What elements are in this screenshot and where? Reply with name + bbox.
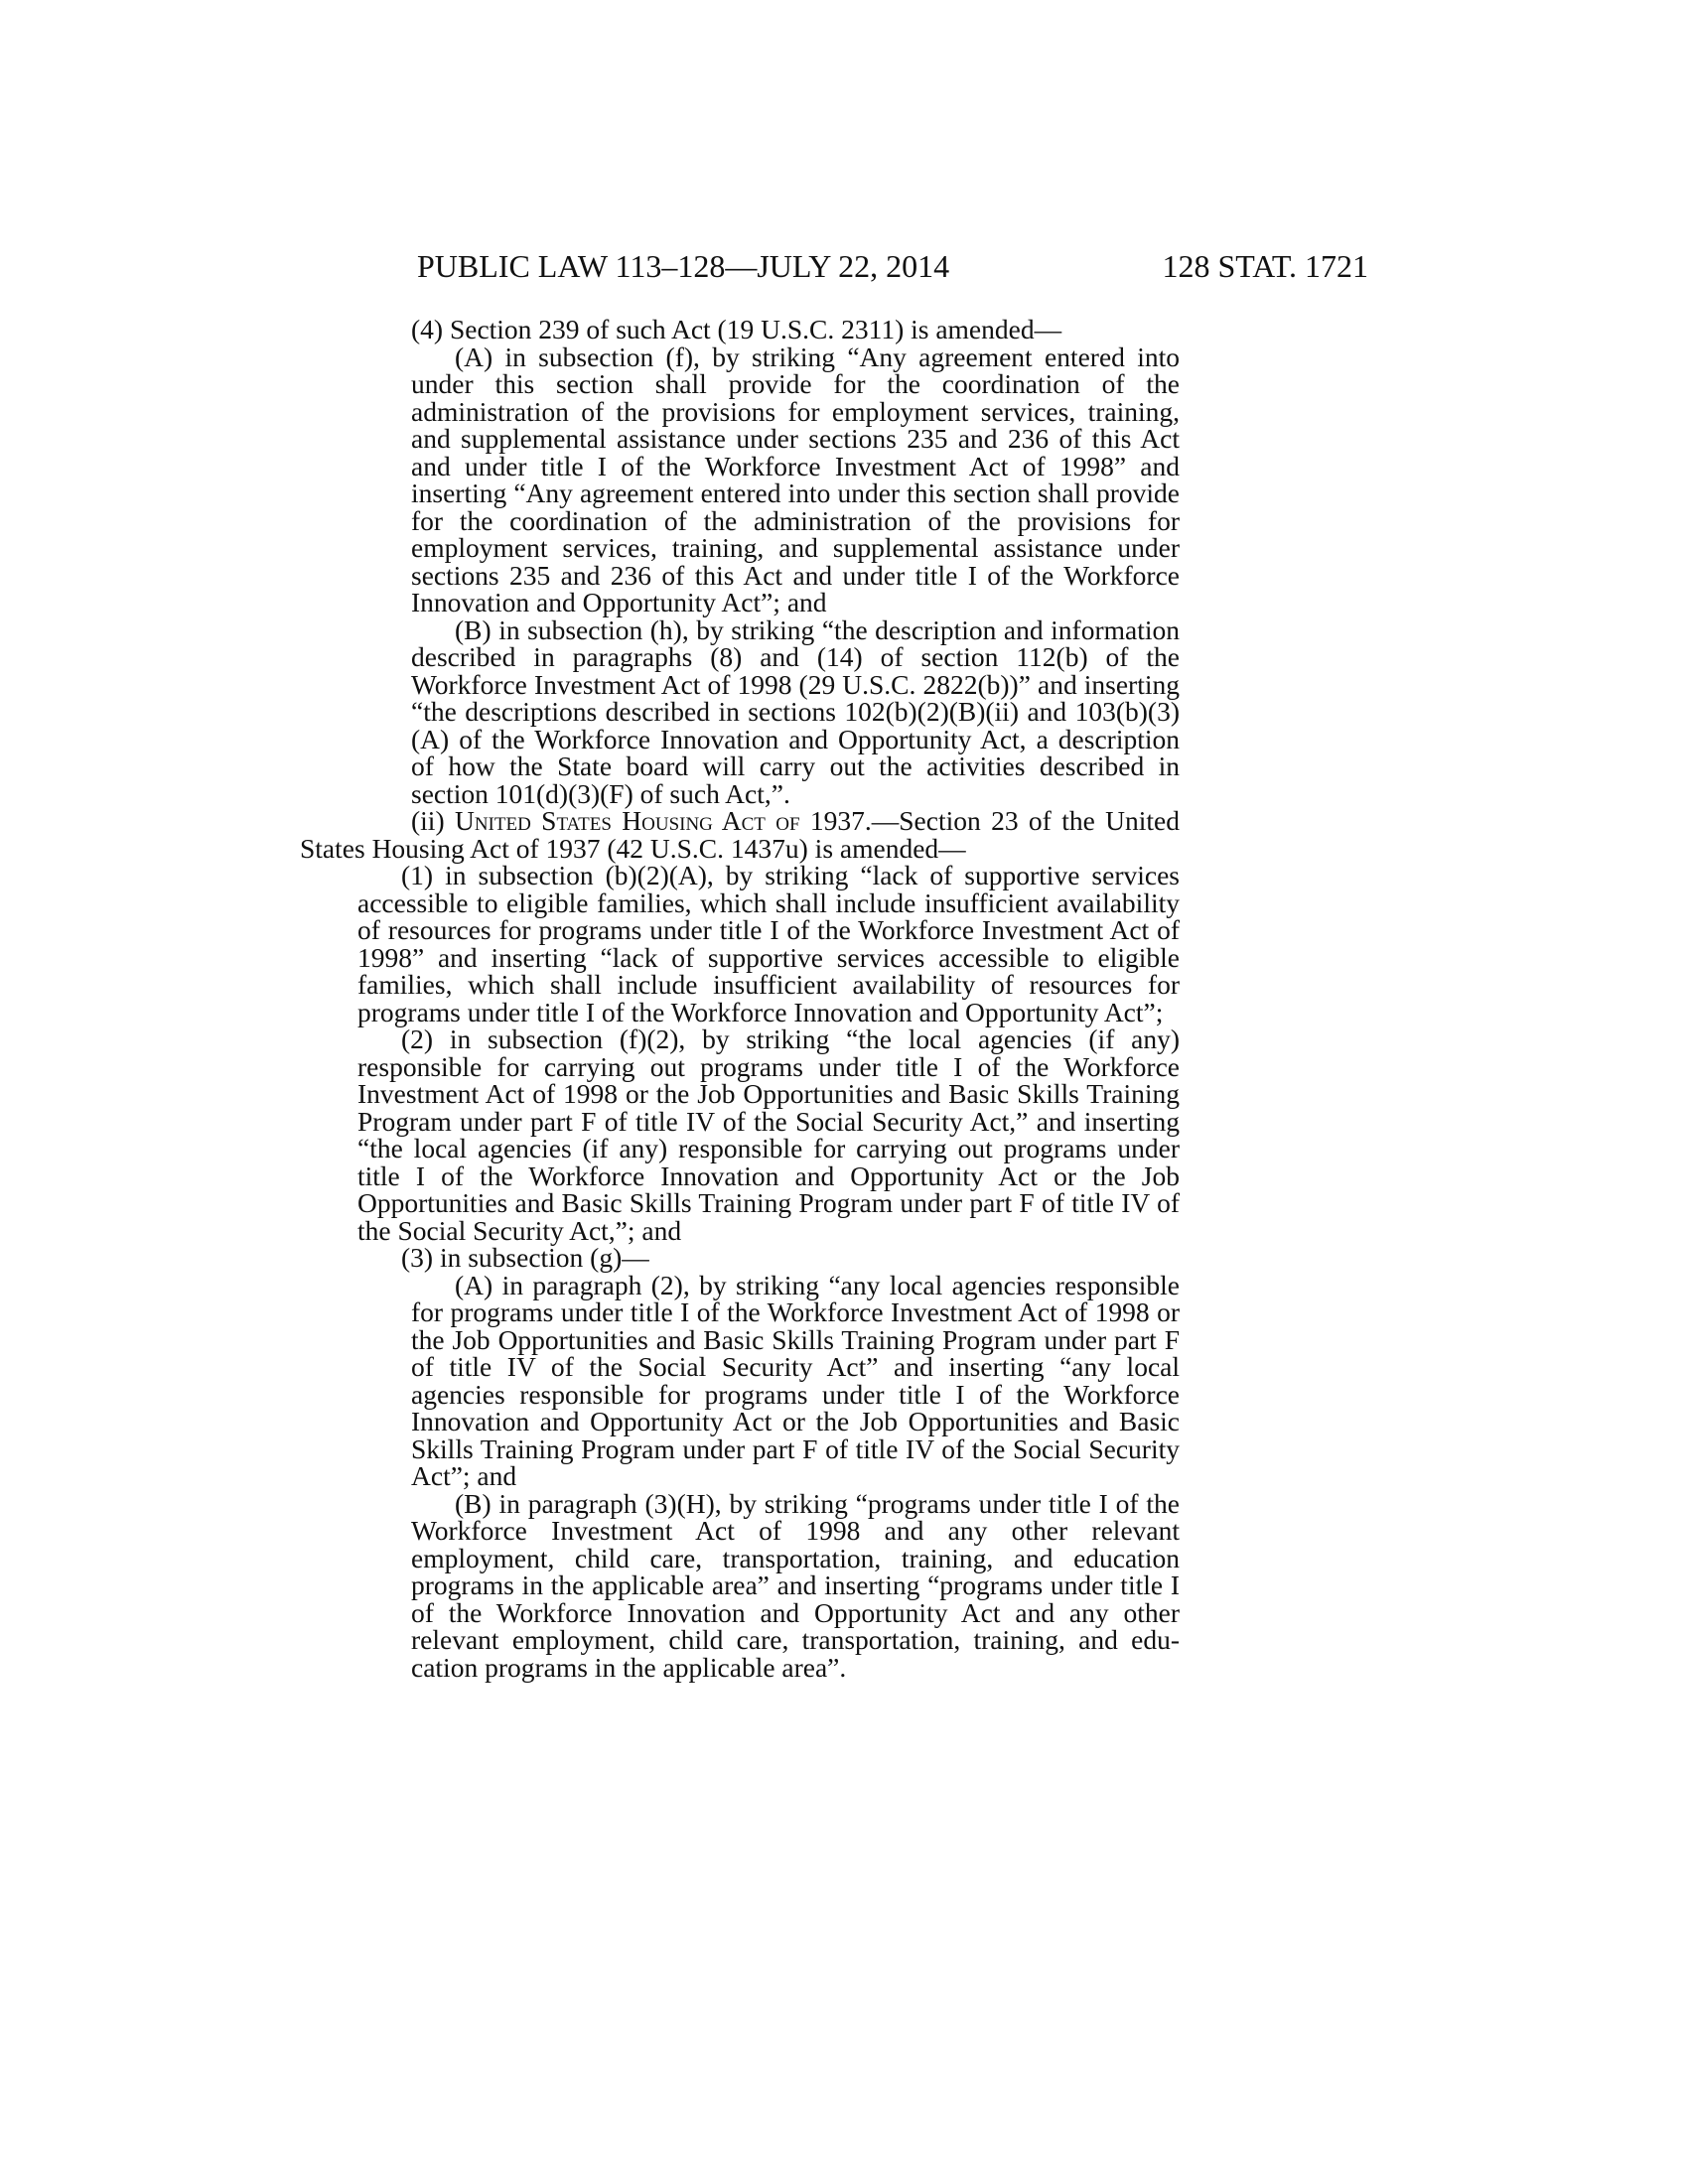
header-stat-citation: 128 STAT. 1721 <box>1162 248 1368 284</box>
paragraph-ii-2: (2) in subsection (f)(2), by striking “the local agencies (if any) responsible for carrying out programs under title I of the Workforce Investment Act of 1998 or the Job Opportunities and Basic Skills Training Program under part F of title IV of the Social Security Act,” and inserting “the local agencies (if any) responsible for carrying out programs under title I of the Workforce Innovation and Opportunity Act or the Job Opportunities and Basic Skills Training Program under part F of title IV of the Social Security Act,”; and <box>357 1024 1180 1246</box>
paragraph-4-A: (A) in subsection (f), by striking “Any agreement entered into under this section shall provide for the coordination of the administration of the provisions for employment services, training, and supplemental assistance under sections 235 and 236 of this Act and under title I of the Workforce Investment Act of 1998” and inserting “Any agreement entered into under this section shall provide for the coordination of the administration of the provisions for employment services, training, and supplemental assistance under sections 235 and 236 of this Act and under title I of the Workforce Innovation and Opportunity Act”; and <box>411 341 1180 617</box>
page-header <box>417 246 1368 286</box>
paragraph-ii-3: (3) in subsection (g)— <box>401 1242 649 1273</box>
paragraph-ii-3-B: (B) in paragraph (3)(H), by striking “programs under title I of the Workforce Investment Act of 1998 and any other relevant employment, child care, transportation, training, and education programs in the applicable area” and inserting “programs under title I of the Workforce Innovation and Opportunity Act and any other relevant employment, child care, transportation, training, and education programs in the applicable area”. <box>411 1487 1180 1683</box>
paragraph-ii-text: .—Section 23 of the United States Housing Act of 1937 (42 U.S.C. 1437u) is amended— <box>300 805 1180 864</box>
paragraph-ii-heading: United States Housing Act of 1937 <box>454 805 865 836</box>
paragraph-4-intro: (4) Section 239 of such Act (19 U.S.C. 2311) is amended— <box>411 314 1062 344</box>
paragraph-4-B: (B) in subsection (h), by striking “the description and information described in paragraphs (8) and (14) of section 112(b) of the Workforce Investment Act of 1998 (29 U.S.C. 2822(b))” and inserting “the descriptions described in sections 102(b)(2)(B)(ii) and 103(b)(3)(A) of the Workforce Innovation and Opportunity Act, a description of how the State board will carry out the activities described in section 101(d)(3)(F) of such Act,”. <box>411 614 1180 809</box>
header-title: PUBLIC LAW 113–128—JULY 22, 2014 <box>417 248 950 284</box>
paragraph-ii <box>300 807 1180 862</box>
paragraph-ii-3-A: (A) in paragraph (2), by striking “any local agencies responsible for programs under title I of the Workforce Investment Act of 1998 or the Job Opportunities and Basic Skills Training Program under part F of title IV of the Social Security Act” and inserting “any local agencies responsible for programs under title I of the Workforce Innovation and Opportunity Act or the Job Opportunities and Basic Skills Training Program under part F of title IV of the Social Security Act”; and <box>411 1269 1180 1491</box>
body-text <box>300 316 1180 1681</box>
paragraph-ii-label: (ii) <box>411 805 455 836</box>
paragraph-ii-1: (1) in subsection (b)(2)(A), by striking “lack of supportive services accessible to eligible families, which shall include insufficient availability of resources for programs under title I of the Workforce Investment Act of 1998” and inserting “lack of supportive services accessible to eligible families, which shall include insufficient availability of resources for programs under title I of the Workforce Innovation and Opportunity Act”; <box>357 860 1180 1027</box>
